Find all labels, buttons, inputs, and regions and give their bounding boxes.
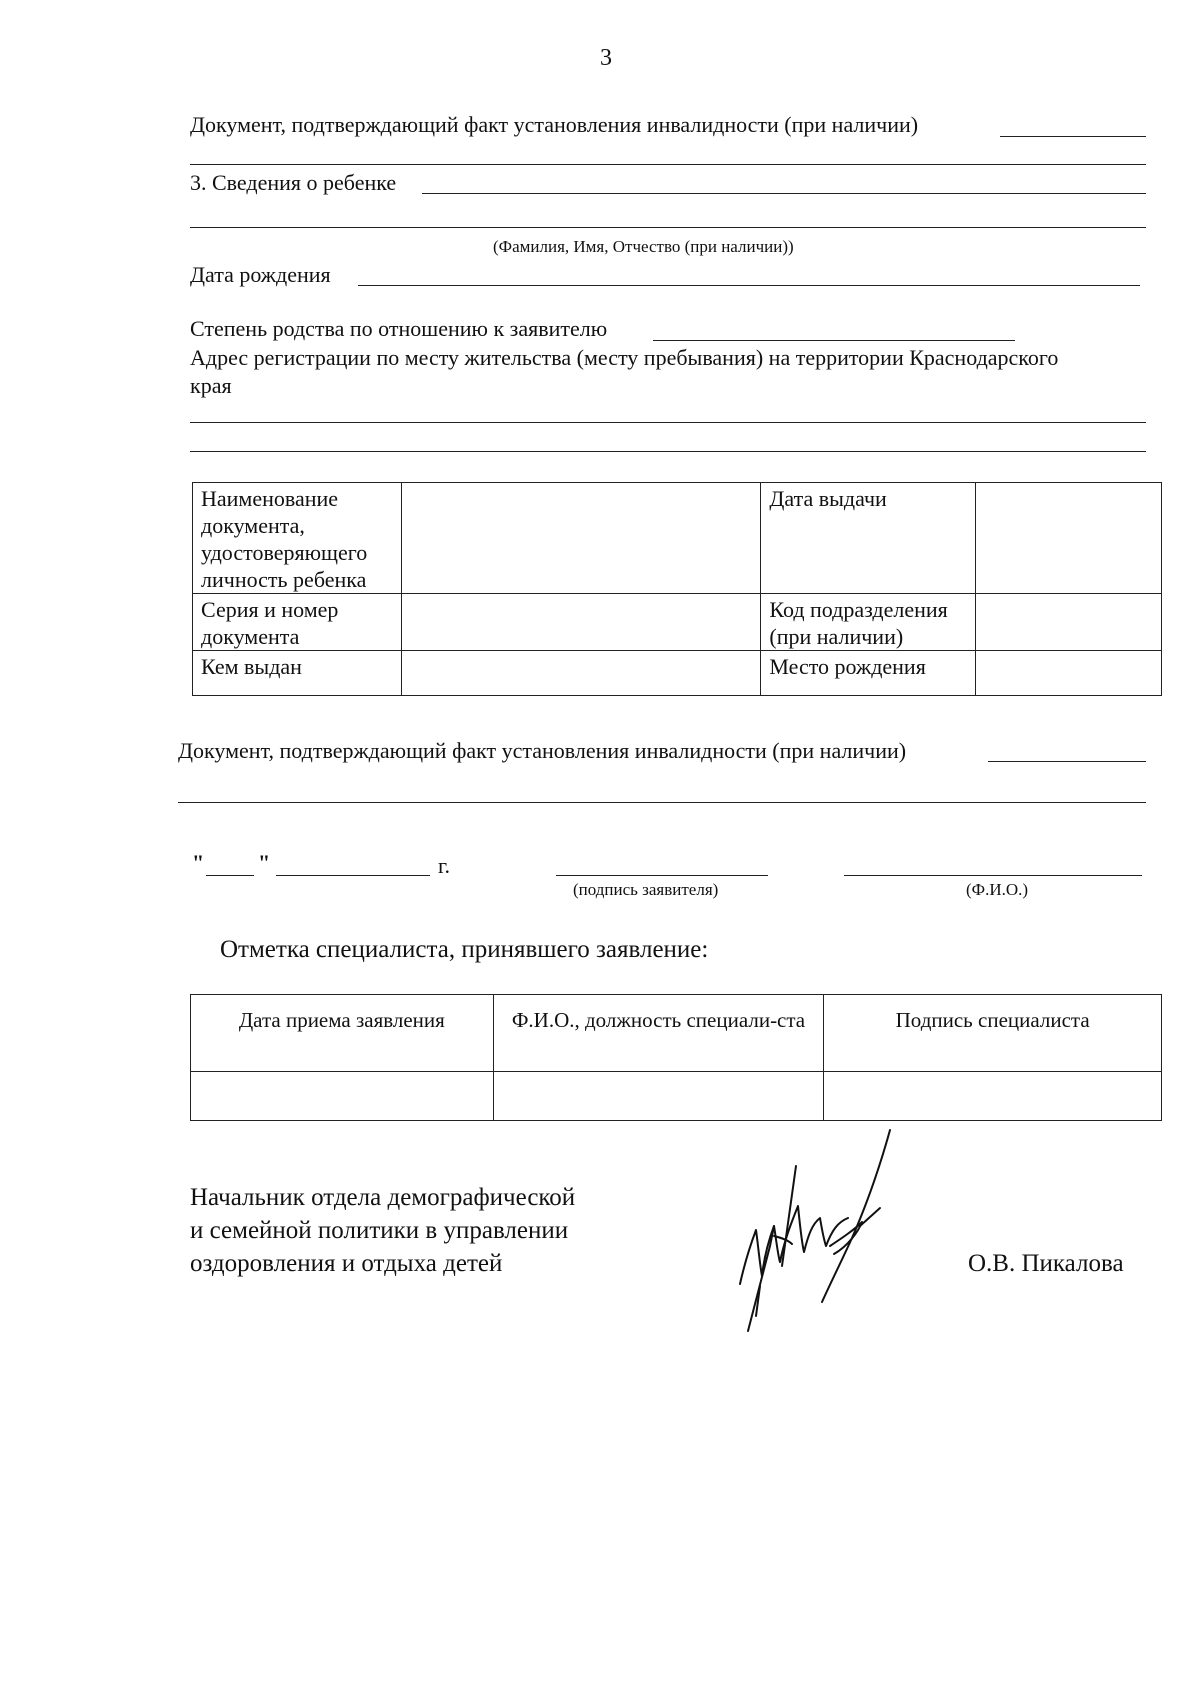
address-field-line2[interactable] xyxy=(190,451,1146,452)
date-quote-open: " xyxy=(192,850,205,875)
child-name-field-line2[interactable] xyxy=(190,227,1146,228)
child-disability-field-line2[interactable] xyxy=(178,802,1146,803)
birth-date-label: Дата рождения xyxy=(190,262,331,287)
parent-disability-field[interactable] xyxy=(1000,136,1146,137)
table-row xyxy=(193,651,1162,696)
specialist-table xyxy=(190,994,1162,1121)
table-row xyxy=(193,594,1162,651)
series-number-label: Серия и номер документа xyxy=(193,594,402,651)
id-doc-name-label: Наименование документа, удостоверяющего личность ребенка xyxy=(193,483,402,594)
date-quote-close: " xyxy=(258,850,271,875)
specialist-note-heading: Отметка специалиста, принявшего заявление: xyxy=(220,936,709,963)
acceptance-date-header: Дата приема заявления xyxy=(191,995,494,1072)
address-label-line2: края xyxy=(190,373,232,398)
page-number: 3 xyxy=(600,45,612,71)
specialist-name-header: Ф.И.О., должность специали-ста xyxy=(493,995,824,1072)
child-section-heading: 3. Сведения о ребенке xyxy=(190,170,397,195)
birth-date-field[interactable] xyxy=(358,285,1140,286)
issued-by-value[interactable] xyxy=(401,651,760,696)
table-row xyxy=(191,1072,1162,1121)
child-disability-label: Документ, подтверждающий факт установления инвалидности (при наличии) xyxy=(178,738,907,763)
address-field-line1[interactable] xyxy=(190,422,1146,423)
division-code-label: Код подразделения (при наличии) xyxy=(761,594,976,651)
signatory-name: О.В. Пикалова xyxy=(968,1250,1124,1277)
handwritten-signature xyxy=(730,1126,920,1336)
applicant-signature-caption: (подпись заявителя) xyxy=(573,880,719,899)
specialist-name-value[interactable] xyxy=(493,1072,824,1121)
position-line2: и семейной политики в управлении xyxy=(190,1217,569,1244)
address-label-line1: Адрес регистрации по месту жительства (месту пребывания) на территории Краснодарского xyxy=(190,345,1059,370)
id-doc-name-value[interactable] xyxy=(401,483,760,594)
series-number-value[interactable] xyxy=(401,594,760,651)
child-disability-field[interactable] xyxy=(988,761,1146,762)
date-day-field[interactable] xyxy=(206,875,254,876)
parent-disability-field-line2[interactable] xyxy=(190,164,1146,165)
table-row xyxy=(191,995,1162,1072)
birth-place-value[interactable] xyxy=(976,651,1162,696)
table-row xyxy=(193,483,1162,594)
parent-disability-label: Документ, подтверждающий факт установления инвалидности (при наличии) xyxy=(190,112,919,137)
relation-label: Степень родства по отношению к заявителю xyxy=(190,316,608,341)
relation-field[interactable] xyxy=(653,340,1015,341)
specialist-signature-value[interactable] xyxy=(824,1072,1162,1121)
applicant-name-field[interactable] xyxy=(844,875,1142,876)
child-name-caption: (Фамилия, Имя, Отчество (при наличии)) xyxy=(493,237,794,256)
issued-by-label: Кем выдан xyxy=(193,651,402,696)
applicant-signature-field[interactable] xyxy=(556,875,768,876)
position-line3: оздоровления и отдыха детей xyxy=(190,1250,503,1277)
acceptance-date-value[interactable] xyxy=(191,1072,494,1121)
issue-date-value[interactable] xyxy=(976,483,1162,594)
division-code-value[interactable] xyxy=(976,594,1162,651)
specialist-signature-header: Подпись специалиста xyxy=(824,995,1162,1072)
issue-date-label: Дата выдачи xyxy=(761,483,976,594)
date-month-field[interactable] xyxy=(276,875,430,876)
position-line1: Начальник отдела демографической xyxy=(190,1184,576,1211)
birth-place-label: Место рождения xyxy=(761,651,976,696)
year-suffix: г. xyxy=(438,853,451,878)
id-document-table xyxy=(192,482,1162,696)
child-name-field[interactable] xyxy=(422,193,1146,194)
applicant-name-caption: (Ф.И.О.) xyxy=(966,880,1029,899)
